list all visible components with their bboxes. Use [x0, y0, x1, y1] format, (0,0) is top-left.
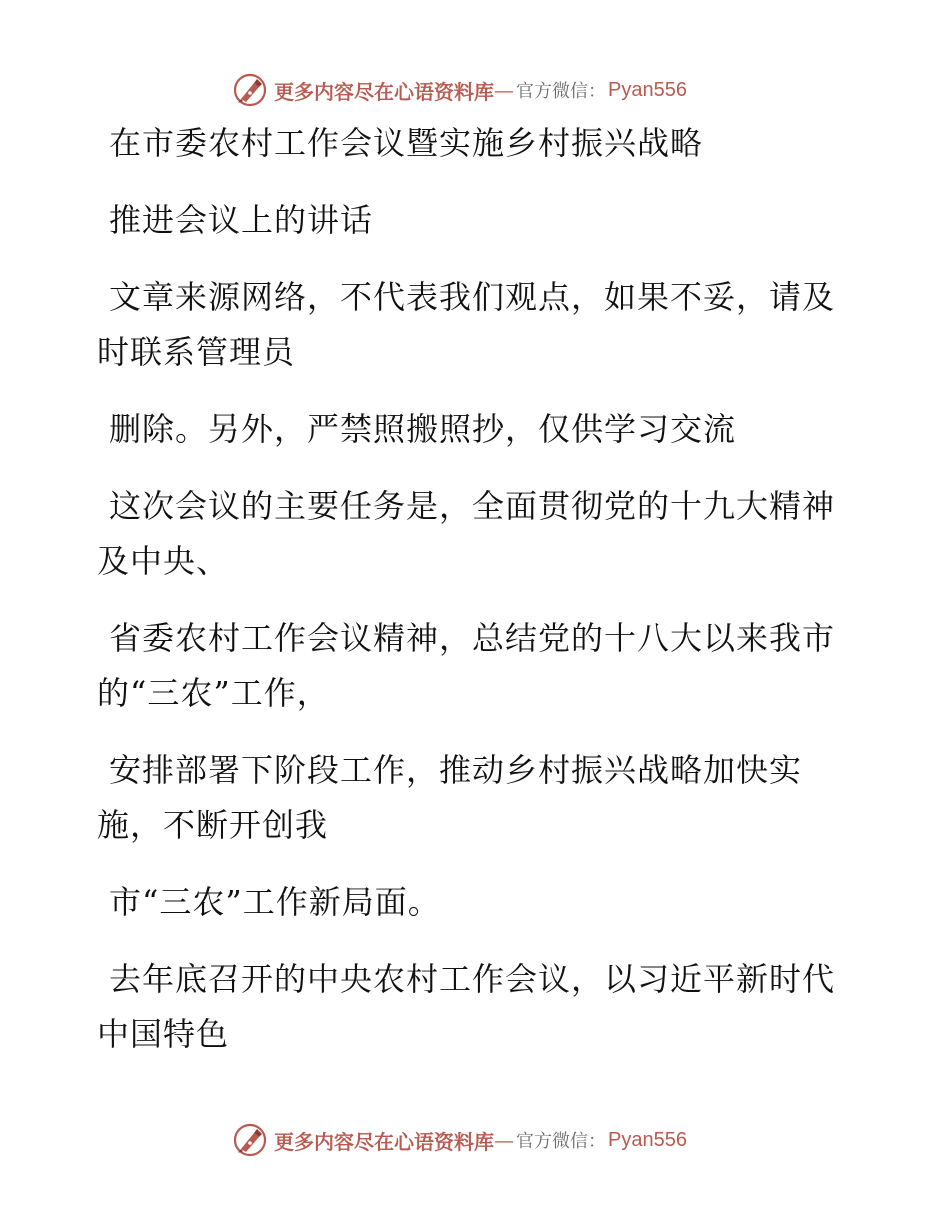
watermark-wechat-label: 官方微信： [516, 81, 606, 102]
doc-paragraph: 安排部署下阶段工作，推动乡村振兴战略加快实施，不断开创我 [97, 751, 803, 844]
document-body [97, 116, 837, 1084]
watermark-wechat-label: 官方微信： [516, 1131, 606, 1152]
doc-paragraph: 省委农村工作会议精神，总结党的十八大以来我市的“三农”工作， [97, 619, 836, 712]
footer-watermark [232, 1120, 687, 1160]
doc-title-line-1: 在市委农村工作会议暨实施乡村振兴战略 [109, 124, 704, 162]
header-watermark [232, 70, 687, 110]
pen-nib-logo-icon [232, 72, 268, 108]
watermark-wechat-id: Pyan556 [608, 78, 687, 101]
doc-title-line-2: 推进会议上的讲话 [109, 201, 374, 239]
doc-paragraph: 去年底召开的中央农村工作会议，以习近平新时代中国特色 [97, 960, 836, 1053]
pen-nib-logo-icon [232, 1122, 268, 1158]
watermark-brand-text: 更多内容尽在心语资料库 [274, 1129, 494, 1154]
watermark-brand-text: 更多内容尽在心语资料库 [274, 79, 494, 104]
watermark-dash: — [494, 1128, 514, 1152]
doc-paragraph: 市“三农”工作新局面。 [109, 883, 441, 921]
watermark-dash: — [494, 78, 514, 102]
doc-paragraph: 文章来源网络，不代表我们观点，如果不妥，请及时联系管理员 [97, 278, 836, 371]
watermark-wechat-id: Pyan556 [608, 1128, 687, 1151]
doc-paragraph: 删除。另外，严禁照搬照抄，仅供学习交流 [109, 410, 737, 448]
doc-paragraph: 这次会议的主要任务是，全面贯彻党的十九大精神及中央、 [97, 487, 836, 580]
